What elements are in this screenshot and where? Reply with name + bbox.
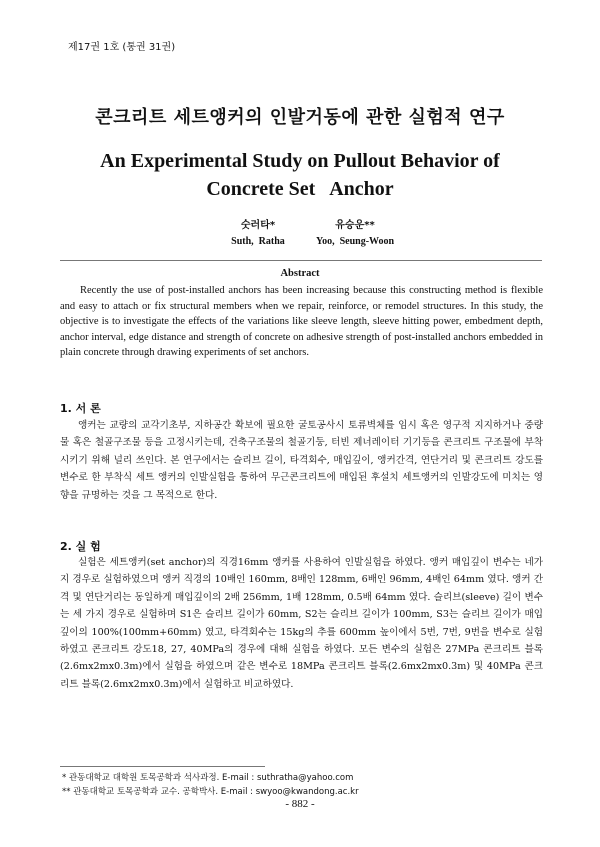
author-2-korean-name: 유승운** <box>335 220 375 231</box>
english-title <box>0 147 600 203</box>
section-1-heading: 1. 서 론 <box>60 402 101 415</box>
author-1-english-name: Suth, Ratha <box>231 236 285 247</box>
footnote-divider <box>60 766 265 767</box>
journal-volume-header: 제17권 1호 (통권 31권) <box>68 42 176 53</box>
author-1-korean-name: 숫러타* <box>240 220 276 231</box>
footnote-2: ** 관동대학교 토목공학과 교수. 공학박사. E-mail : swyoo@kwandong.ac.kr <box>62 787 359 797</box>
page-number: - 882 - <box>285 798 315 810</box>
abstract-body: Recently the use of post-installed anchors has been increasing because this constructing method is flexible and easy to attach or fix structural members when we repair, reinforce, or remodel structures. In this study, the objective is to investigate the effects of the variations like sleeve length, sleeve hitting power, embedment depth, anchor interval, edge distance and strength of concrete on adhesive strength of post-installed anchors embedded in plain concrete through drawing experiments of set anchors. <box>60 285 543 358</box>
section-2-heading: 2. 실 험 <box>60 540 101 553</box>
author-1 <box>213 218 303 250</box>
english-title-line-1: An Experimental Study on Pullout Behavior of <box>100 150 500 172</box>
korean-title: 콘크리트 세트앵커의 인발거동에 관한 실험적 연구 <box>95 107 505 128</box>
title-divider <box>60 260 542 261</box>
english-title-line-2: Concrete Set Anchor <box>206 178 394 200</box>
author-2-english-name: Yoo, Seung-Woon <box>315 236 395 247</box>
author-2 <box>300 218 410 250</box>
section-1-body: 앵커는 교량의 교각기초부, 지하공간 확보에 필요한 굴토공사시 토류벽체를 임시 혹은 영구적 지지하거나 중량물 혹은 철골구조물 등을 고정시키는데, 건축구조물의 철골기둥, 터빈 제너레이터 기기등을 콘크리트 구조물에 부착시키기 위해 널리 쓰인다. 본 연구에서는 슬리브 길이, 타격회수, 매입깊이, 앵커간격, 연단거리 및 콘크리트 강도를 변수로 한 부착식 세트 앵커의 인발실험을 통하여 무근콘크리트에 매입된 후설치 세트앵커의 인발강도에 미치는 영향을 규명하는 것을 그 목적으로 한다. <box>60 420 543 501</box>
section-2-body: 실험은 세트앵커(set anchor)의 직경16mm 앵커를 사용하여 인발실험을 하였다. 앵커 매입깊이 변수는 네가지 경우로 실험하였으며 앵커 직경의 10배인 160mm, 8배인 128mm, 6배인 96mm, 4배인 64mm 였다. 앵커 간격 및 연단거리는 동일하게 매입깊이의 2배 256mm, 1배 128mm, 0.5배 64mm 였다. 슬리브(sleeve) 길이 변수는 세 가지 경우로 실험하며 S1은 슬리브 길이가 60mm, S2는 슬리브 길이가 100mm, S3는 슬리브 길이가 매입 깊이의 100%(100mm+60mm) 였고, 타격회수는 15kg의 추를 600mm 높이에서 5번, 7번, 9번을 변수로 실험하였고 콘크리트 강도18, 27, 40MPa의 경우에 대해 실험을 하였다. 모든 변수의 실험은 27MPa 콘크리트 블록(2.6mx2mx0.3m)에서 실험을 하였으며 같은 변수로 18MPa 콘크리트 블록(2.6mx2mx0.3m) 및 40MPa 콘크리트 블록(2.6mx2mx0.3m)에서 실험하고 비교하였다. <box>60 557 543 690</box>
abstract-heading: Abstract <box>280 268 320 279</box>
footnote-1: * 관동대학교 대학원 토목공학과 석사과정. E-mail : suthratha@yahoo.com <box>62 773 354 783</box>
